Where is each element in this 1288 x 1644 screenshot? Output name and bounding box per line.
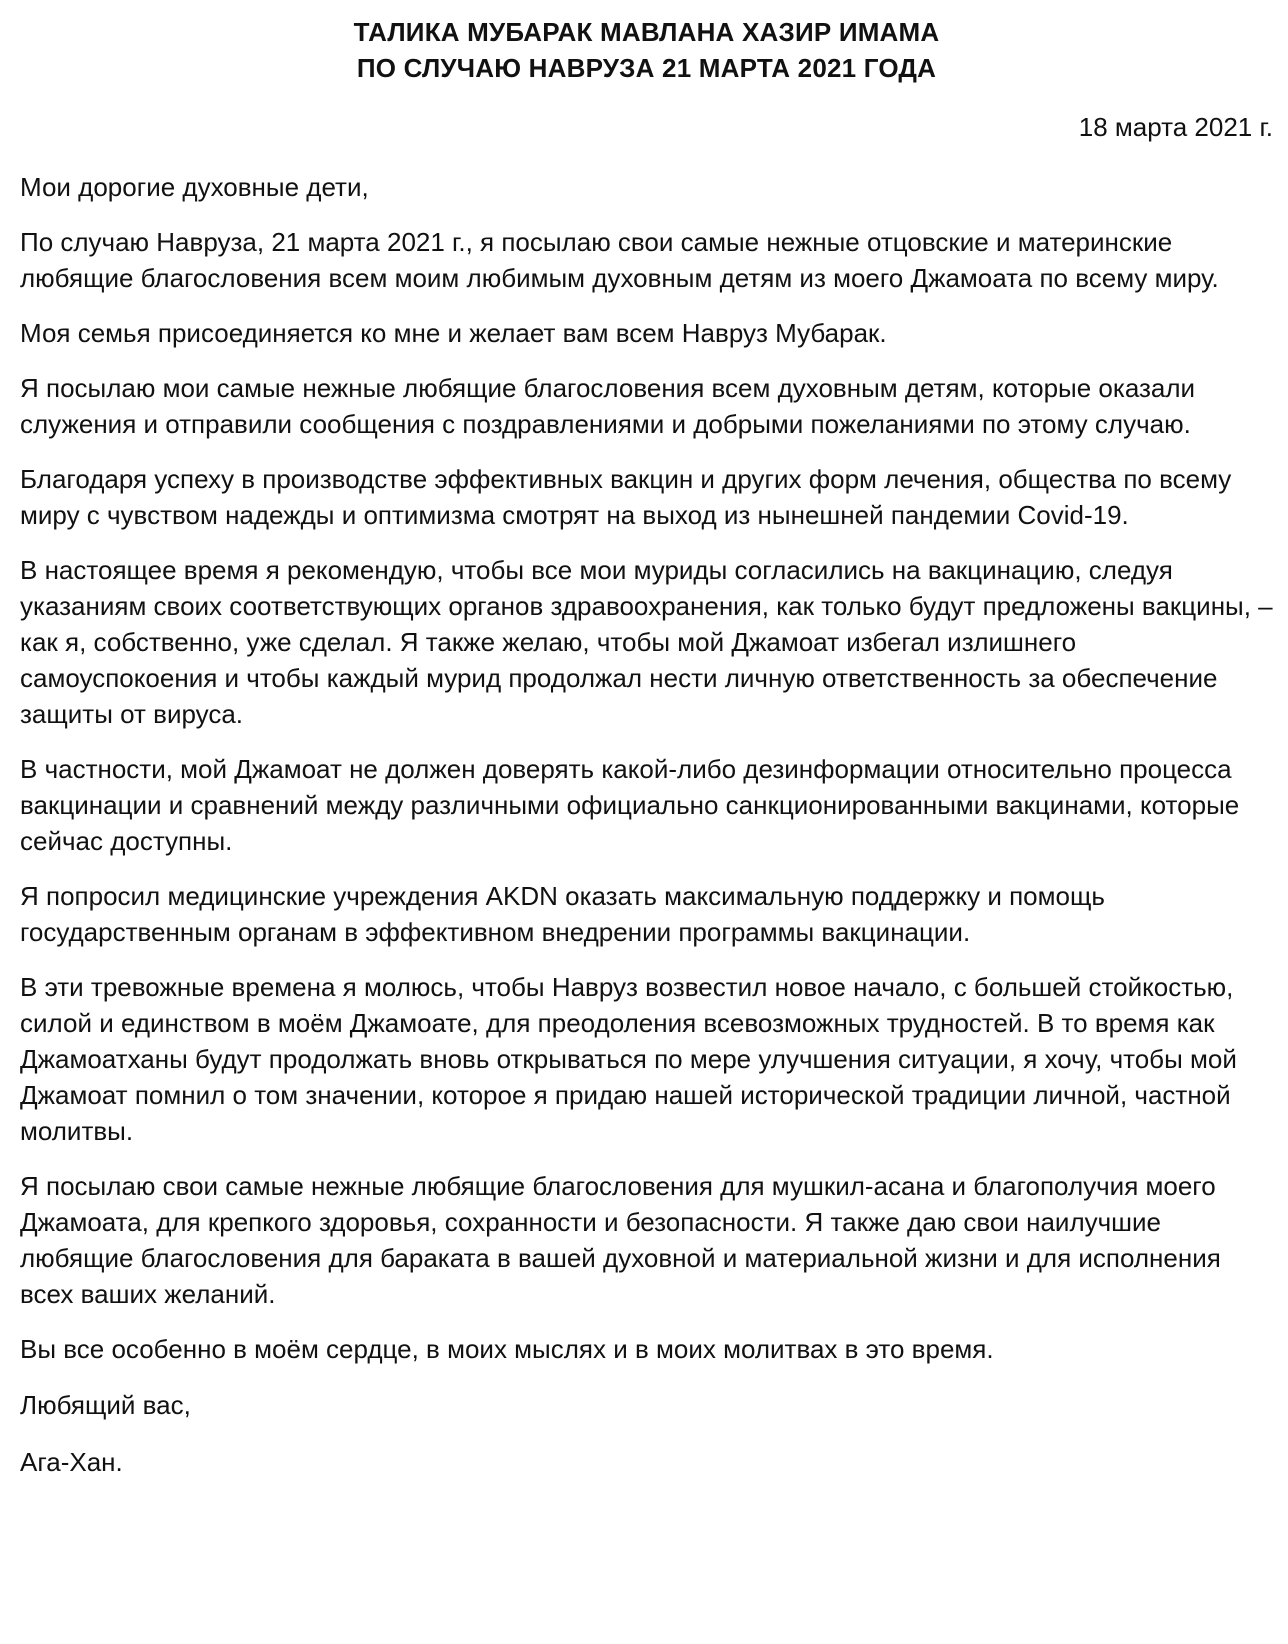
greeting: Мои дорогие духовные дети, <box>20 172 369 202</box>
paragraph-2: Моя семья присоединяется ко мне и желает вам всем Навруз Мубарак. <box>20 318 887 348</box>
paragraph-5: В настоящее время я рекомендую, чтобы все мои муриды согласились на вакцинацию, следуя указаниям своих соответствующих органов здравоохранения, как только будут предложены вакцины, – как я, собственно, уже сделал. Я также желаю, чтобы мой Джамоат избегал излишнего самоуспокоения и чтобы каждый мурид продолжал нести личную ответственность за обеспечение защиты от вируса. <box>20 555 1273 729</box>
paragraph-1: По случаю Навруза, 21 марта 2021 г., я посылаю свои самые нежные отцовские и материнские любящие благословения всем моим любимым духовным детям из моего Джамоата по всему миру. <box>20 227 1219 293</box>
paragraph-10: Вы все особенно в моём сердце, в моих мыслях и в моих молитвах в это время. <box>20 1334 994 1364</box>
title-line-2: ПО СЛУЧАЮ НАВРУЗА 21 МАРТА 2021 ГОДА <box>356 53 937 83</box>
document-page <box>20 14 1273 1480</box>
closing: Любящий вас, <box>20 1390 191 1420</box>
title-line-1: ТАЛИКА МУБАРАК МАВЛАНА ХАЗИР ИМАМА <box>353 17 940 47</box>
paragraph-9: Я посылаю свои самые нежные любящие благословения для мушкил-асана и благополучия моего Джамоата, для крепкого здоровья, сохранности и безопасности. Я также даю свои наилучшие любящие благословения для бараката в вашей духовной и материальной жизни и для исполнения всех ваших желаний. <box>20 1171 1221 1309</box>
paragraph-4: Благодаря успеху в производстве эффективных вакцин и других форм лечения, общества по всему миру с чувством надежды и оптимизма смотрят на выход из нынешней пандемии Covid-19. <box>20 464 1232 530</box>
paragraph-8: В эти тревожные времена я молюсь, чтобы Навруз возвестил новое начало, с большей стойкостью, силой и единством в моём Джамоате, для преодоления всевозможных трудностей. В то время как Джамоатханы будут продолжать вновь открываться по мере улучшения ситуации, я хочу, чтобы мой Джамоат помнил о том значении, которое я придаю нашей исторической традиции личной, частной молитвы. <box>20 972 1237 1146</box>
document-title <box>20 14 1273 86</box>
paragraph-7: Я попросил медицинские учреждения AKDN оказать максимальную поддержку и помощь государственным органам в эффективном внедрении программы вакцинации. <box>20 881 1105 947</box>
paragraph-3: Я посылаю мои самые нежные любящие благословения всем духовным детям, которые оказали служения и отправили сообщения с поздравлениями и добрыми пожеланиями по этому случаю. <box>20 373 1196 439</box>
paragraph-6: В частности, мой Джамоат не должен доверять какой-либо дезинформации относительно процесса вакцинации и сравнений между различными официально санкционированными вакцинами, которые сейчас доступны. <box>20 754 1240 856</box>
document-date: 18 марта 2021 г. <box>1078 112 1273 142</box>
signature: Ага-Хан. <box>20 1447 123 1477</box>
